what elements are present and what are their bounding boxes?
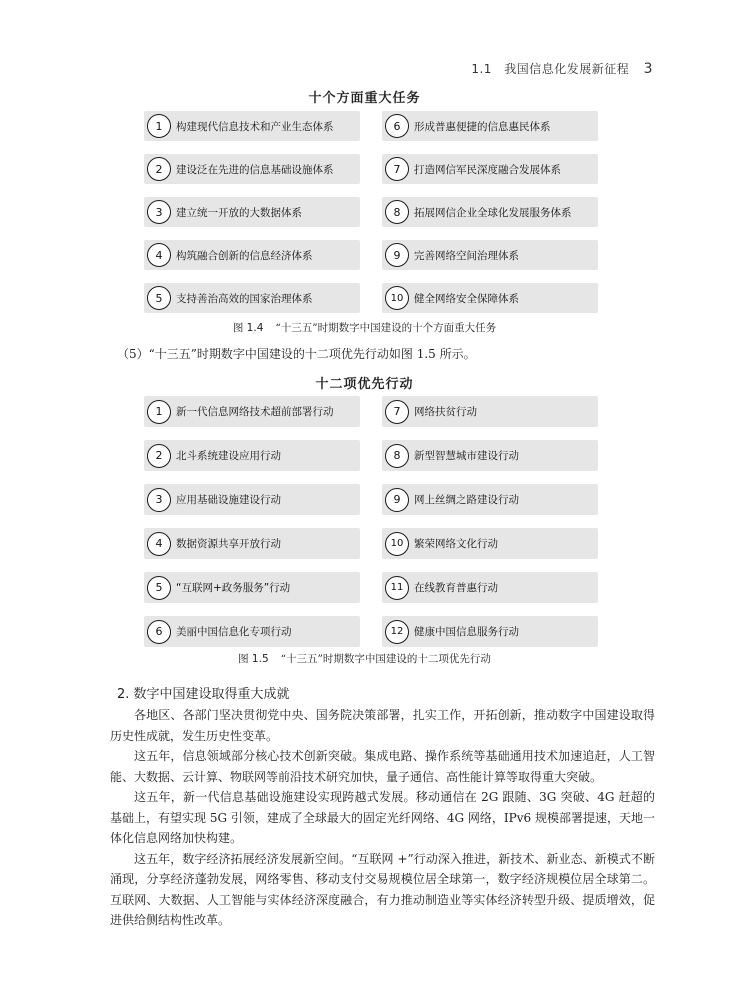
action-label: 在线教育普惠行动 xyxy=(414,582,498,594)
number-circle: 1 xyxy=(147,400,171,424)
number-circle: 6 xyxy=(385,114,409,138)
action-label: 北斗系统建设应用行动 xyxy=(176,450,281,462)
number-circle: 3 xyxy=(147,488,171,512)
action-box xyxy=(382,484,598,515)
number-circle: 2 xyxy=(147,157,171,181)
number-circle: 8 xyxy=(385,200,409,224)
task-label: 建立统一开放的大数据体系 xyxy=(176,206,302,219)
task-label: 打造网信军民深度融合发展体系 xyxy=(414,163,561,176)
action-label: 应用基础设施建设行动 xyxy=(176,494,281,506)
intro-paragraph: （5）“十三五”时期数字中国建设的十二项优先行动如图 1.5 所示。 xyxy=(117,347,476,361)
task-box xyxy=(382,111,598,141)
body-paragraph: 各地区、各部门坚决贯彻党中央、国务院决策部署，扎实工作，开拓创新，推动数字中国建设取得历史性成就，发生历史性变革。 xyxy=(110,708,655,743)
running-header xyxy=(471,60,653,77)
number-circle: 7 xyxy=(385,400,409,424)
action-label: “互联网+政务服务”行动 xyxy=(176,582,291,594)
number-circle: 5 xyxy=(147,286,171,310)
figure-1-task-grid xyxy=(144,111,598,313)
action-label: 新一代信息网络技术超前部署行动 xyxy=(176,406,334,418)
figure-2-caption xyxy=(0,651,729,666)
task-label: 健全网络安全保障体系 xyxy=(414,292,519,305)
header-section-number: 1.1 xyxy=(471,62,492,76)
number-circle: 2 xyxy=(147,444,171,468)
number-circle: 11 xyxy=(385,576,409,600)
task-box xyxy=(144,283,360,313)
task-box xyxy=(144,154,360,184)
task-label: 拓展网信企业全球化发展服务体系 xyxy=(414,206,572,219)
task-box xyxy=(382,197,598,227)
section-heading: 2. 数字中国建设取得重大成就 xyxy=(117,687,290,702)
action-label: 美丽中国信息化专项行动 xyxy=(176,626,292,638)
body-paragraph: 这五年，信息领域部分核心技术创新突破。集成电路、操作系统等基础通用技术加速追赶，人工智能、大数据、云计算、物联网等前沿技术研究加快，量子通信、高性能计算等取得重大突破。 xyxy=(110,749,655,784)
number-circle: 8 xyxy=(385,444,409,468)
task-label: 构筑融合创新的信息经济体系 xyxy=(176,249,313,262)
task-label: 形成普惠便捷的信息惠民体系 xyxy=(414,120,551,133)
number-circle: 4 xyxy=(147,243,171,267)
number-circle: 3 xyxy=(147,200,171,224)
figure-1-title: 十个方面重大任务 xyxy=(308,91,421,106)
action-box xyxy=(382,572,598,603)
figure-2-action-grid xyxy=(144,396,598,647)
number-circle: 6 xyxy=(147,620,171,644)
action-box xyxy=(382,616,598,647)
action-label: 数据资源共享开放行动 xyxy=(176,538,281,550)
body-paragraph: 这五年，数字经济拓展经济发展新空间。“互联网 +”行动深入推进，新技术、新业态、新模式不断涌现，分享经济蓬勃发展，网络零售、移动支付交易规模位居全球第一，数字经济规模位居全球第二。互联网、大数据、人工智能与实体经济深度融合，有力推动制造业等实体经济转型升级、提质增效，促进供给侧结构性改革。 xyxy=(110,851,655,927)
page-number: 3 xyxy=(643,61,653,77)
action-box xyxy=(382,528,598,559)
figure-1-caption xyxy=(0,320,729,335)
action-label: 健康中国信息服务行动 xyxy=(414,626,519,638)
action-box xyxy=(382,440,598,471)
action-label: 网络扶贫行动 xyxy=(414,406,477,418)
task-box xyxy=(382,154,598,184)
number-circle: 9 xyxy=(385,488,409,512)
action-box xyxy=(144,572,360,603)
number-circle: 9 xyxy=(385,243,409,267)
number-circle: 10 xyxy=(385,286,409,310)
task-label: 构建现代信息技术和产业生态体系 xyxy=(176,120,334,133)
action-box xyxy=(144,528,360,559)
number-circle: 4 xyxy=(147,532,171,556)
task-box xyxy=(382,240,598,270)
number-circle: 7 xyxy=(385,157,409,181)
task-label: 建设泛在先进的信息基础设施体系 xyxy=(176,163,334,176)
action-label: 网上丝绸之路建设行动 xyxy=(414,494,519,506)
body-paragraph: 这五年，新一代信息基础设施建设实现跨越式发展。移动通信在 2G 跟随、3G 突破、4G 赶超的基础上，有望实现 5G 引领，建成了全球最大的固定光纤网络、4G 网络，IPv6 规模部署提速，天地一体化信息网络加快构建。 xyxy=(110,790,655,845)
action-box xyxy=(144,440,360,471)
task-box xyxy=(382,283,598,313)
figure-2-caption-text: “十三五”时期数字中国建设的十二项优先行动 xyxy=(280,653,491,665)
task-label: 支持善治高效的国家治理体系 xyxy=(176,292,313,305)
number-circle: 5 xyxy=(147,576,171,600)
action-label: 繁荣网络文化行动 xyxy=(414,538,498,550)
figure-2-number: 图 1.5 xyxy=(238,653,269,665)
task-box xyxy=(144,197,360,227)
figure-1-caption-text: “十三五”时期数字中国建设的十个方面重大任务 xyxy=(275,322,497,334)
action-label: 新型智慧城市建设行动 xyxy=(414,450,519,462)
task-box xyxy=(144,111,360,141)
task-label: 完善网络空间治理体系 xyxy=(414,249,519,262)
action-box xyxy=(144,616,360,647)
action-box xyxy=(144,396,360,427)
number-circle: 10 xyxy=(385,532,409,556)
number-circle: 1 xyxy=(147,114,171,138)
header-section-title: 我国信息化发展新征程 xyxy=(504,62,630,76)
action-box xyxy=(382,396,598,427)
number-circle: 12 xyxy=(385,620,409,644)
figure-1-number: 图 1.4 xyxy=(232,322,264,334)
body-paragraphs xyxy=(110,705,655,931)
action-box xyxy=(144,484,360,515)
task-box xyxy=(144,240,360,270)
figure-2-title: 十二项优先行动 xyxy=(315,377,414,392)
